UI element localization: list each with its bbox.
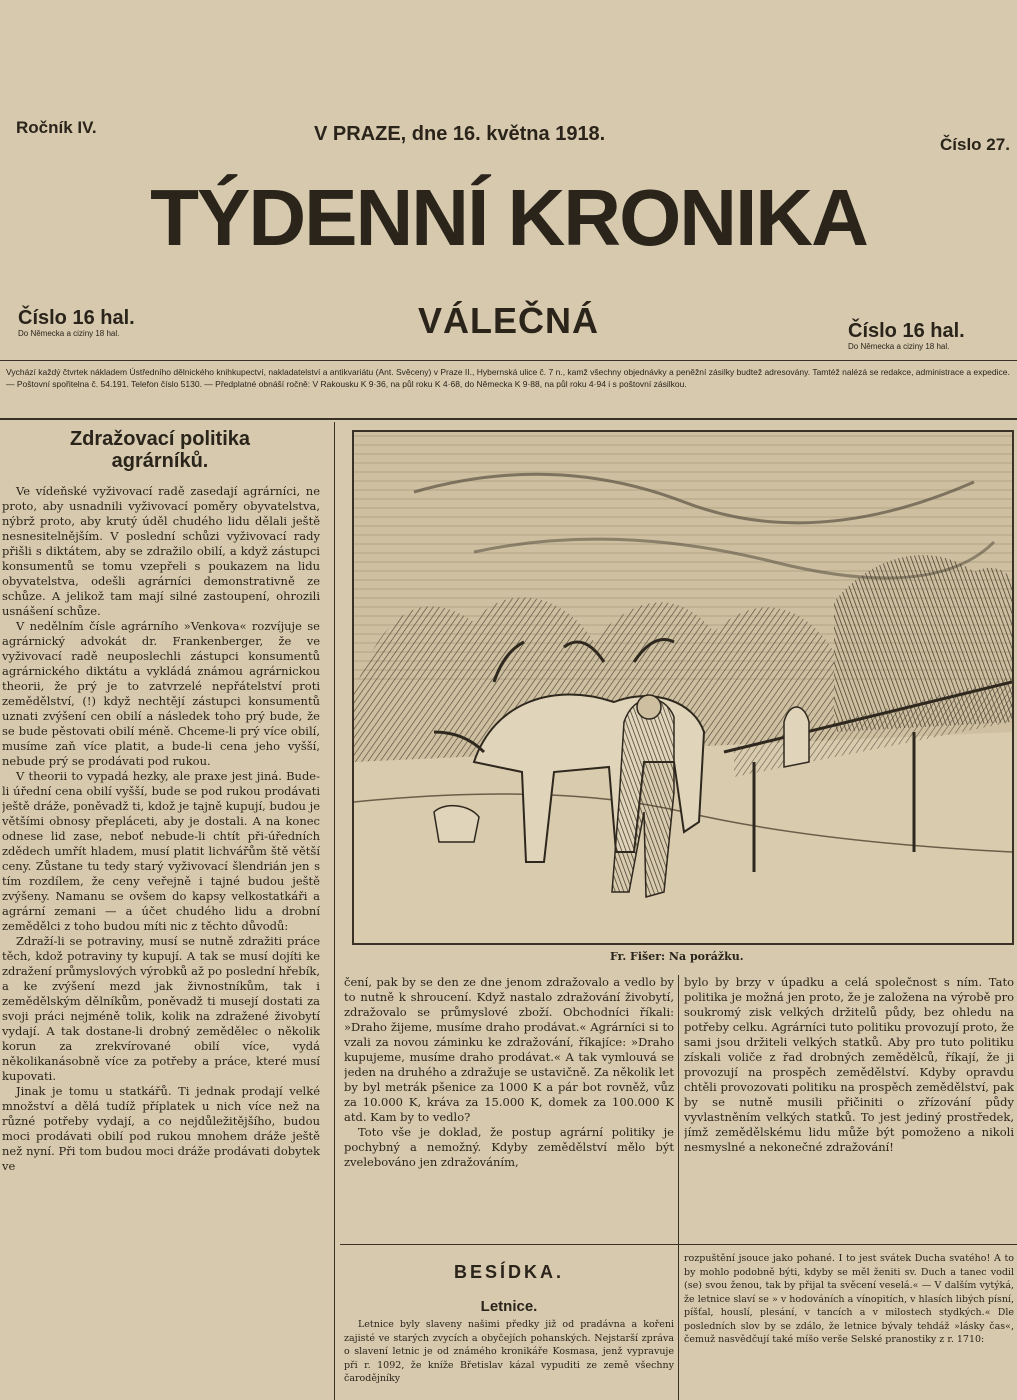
- article-paragraph: Zdraží-li se potraviny, musí se nutně zdražiti práce těch, kdož potraviny ty kupují. A tak se musí dojíti ke zdražení průmyslových výrobků až po poslední hřebík, a ke zvýšení mezd jak živnostníkům, tak i zemědělským dělníkům, poněvadž ti musejí dostati za svoji práci nejméně tolik, kolik na zdražené živobytí vydají. A tak dostane-li drobný zemědělec o několik korun za zrekvírované obilí více, vydá několikanásobně více za potřeby a práce, které musí kupovati.: [2, 934, 320, 1083]
- column-divider-1: [334, 422, 335, 1400]
- volume-label: Ročník IV.: [16, 118, 97, 137]
- besidka-text: [344, 1318, 674, 1400]
- dog: [434, 806, 479, 842]
- masthead-title: TÝDENNÍ KRONIKA: [150, 173, 867, 262]
- seated-figure: [784, 707, 809, 767]
- article-paragraph: V nedělním čísle agrárního »Venkova« rozvíjuje se agrárnický advokát dr. Frankenberger, že ve vyživovací radě neuposlechli zástupci konsumentů agrárnického diktátu a vykládá známou agrárnickou theorii, že prý je to zatvrzelé nepřátelství proti zemědělství, (!) když nechtějí zástupci konsumentů uznati zvýšení cen obilí a následek toho prý bude, že se bude pěstovati obilí méně. Chceme-li prý více obilí, musíme zaň více platit, a bude-li cena jeho vyšší, nebude prý se prodávati pod rukou.: [2, 619, 320, 768]
- price-left-note: Do Německa a ciziny 18 hal.: [18, 329, 120, 338]
- article-column-3: [684, 975, 1014, 1245]
- issue-number: Číslo 27.: [940, 135, 1010, 154]
- article-paragraph: Jinak je tomu u statkářů. Ti jednak prodají velké množství a dělá tudíž příplatek u nich více než na různé potřeby vydají, a co nejdůležitějšího, budou moci prodávati obilí pod rukou mnohem dráže ještě než nyní. Při tom budou moci dráže prodávati dobytek ve: [2, 1084, 320, 1173]
- header-rule: [0, 360, 1017, 361]
- illustration-caption: Fr. Fišer: Na porážku.: [610, 950, 744, 963]
- article-paragraph: Ve vídeňské vyživovací radě zasedají agrárníci, ne proto, aby usnadnili vyživovací poměry obyvatelstva, nýbrž proto, aby krutý úděl chudého lidu dělali ještě nesnesitelnějším. V poslední schůzi vyživovací rady přišli s diktátem, aby se zdražilo obilí, a když zástupci konsumentů se tomu vzepřeli s poukazem na lidu obyvatelstva, odešli agrárníci demonstrativně ze schůze. A jelikož tam mají silné zastoupení, ohrozili usnášení schůze.: [2, 484, 320, 618]
- besidka-paragraph: rozpuštění jsouce jako pohané. I to jest svátek Ducha svatého! A to by mohlo podobně býti, kdyby se měl ženiti sv. Duch a tanec vodil (se) svou ženou, tak by přijal ta svěcení veselá.« — V dalším vytýká, že letnice slaví se » v hodováních a vínopitích, v hlasích libých písní, píšťal, houslí, plesání, v tancích a v milostech stydkých.« Dle posledních slov by se zdálo, že letnice bývaly tehdáž »lásky čas«, čemuž nasvědčují také míšo verše Selské pranostiky z r. 1710:: [684, 1253, 1014, 1345]
- price-right-note: Do Německa a ciziny 18 hal.: [848, 342, 950, 351]
- illustration-frame: [352, 430, 1014, 945]
- price-left: [18, 307, 135, 338]
- drover-head: [637, 695, 661, 719]
- price-right: [848, 320, 965, 351]
- header-rule-bottom: [0, 418, 1017, 420]
- article-paragraph: Toto vše je doklad, že postup agrární politiky je pochybný a nemožný. Kdyby zemědělství mělo být zvelebováno jen zdražováním,: [344, 1125, 674, 1169]
- masthead-subtitle: VÁLEČNÁ: [417, 300, 599, 341]
- article-paragraph: čení, pak by se den ze dne jenom zdražovalo a vedlo by to nutně k shroucení. Když nastalo zdražování živobytí, zdražovalo se průmyslové zboží. Obchodníci říkali: »Draho žijeme, musíme draho prodávat.« Agrárníci si to vzali za novou záminku ke zdražování, říkajíce: »Draho kupujeme, musíme draho prodávat.« A tak vymlouvá se jeden na druhého a zdražuje se ustavičně. Za několik let by byl metrák pšenice za 1000 K a pár bot rovněž, vůz za 10.000 K, kráva za 15.000 K, domek za 100.000 K atd. Kam by to vedlo?: [344, 975, 674, 1124]
- besidka-subtitle: Letnice.: [480, 1298, 538, 1315]
- section-rule: [340, 1244, 1017, 1245]
- article-paragraph: bylo by brzy v úpadku a celá společnost s ním. Tato politika je možná jen proto, že je založena na výrobě pro soukromý zisk velkých držitelů půdy, bez ohledu na potřeby celku. Agrárníci tuto politiku provozují proto, že sami jsou držiteli velkých statků. Aby pro tuto politiku získali voliče z řad drobných zemědělců, říkají, že ji provozují na prospěch zemědělství. Kdyby opravdu chtěli provozovati politiku na prospěch zemědělství, pak by se nutně musili přičiniti o zřízování půdy vyvlastněním velkých statků. To jest jediný prostředek, jímž zemědělskému lidu může být pomoženo a nikoli nesmyslné a nekonečné zdražování!: [684, 975, 1014, 1154]
- publisher-info: Vychází každý čtvrtek nákladem Ústředního dělnického knihkupectví, nakladatelství a antikvariátu (Ant. Svěceny) v Praze II., Hybernská ulice č. 7 n., kamž všechny objednávky a peněžní zásilky budtež adresovány. Tamtéž nalézá se redakce, administrace a expedice. — Poštovní spořitelna č. 54.191. Telefon číslo 5130. — Předplatné obnáší ročně: V Rakousku K 9·36, na půl roku K 4·68, do Německa K 9·88, na půl roku 4·94 i s poštovní zásilkou.: [6, 367, 1010, 389]
- article-title: Zdražovací politika agrárníků.: [69, 428, 251, 472]
- illustration-engraving: [354, 432, 1012, 943]
- article-column-2: [344, 975, 674, 1220]
- price-right-label: Číslo 16 hal.: [848, 320, 965, 342]
- besidka-paragraph: Letnice byly slaveny našimi předky již od pradávna a kořeni zajisté ve starých zvycích a obyčejích pohanských. Nejstarší zpráva o slavení letnic je od známého kronikáře Kosmasa, jenž vypravuje při r. 1092, že kníže Břetislav kázal vypuditi ze země všechny čarodějníky: [344, 1319, 674, 1384]
- dateline: V PRAZE, dne 16. května 1918.: [314, 123, 606, 145]
- column-divider-2: [678, 975, 679, 1400]
- price-left-label: Číslo 16 hal.: [18, 307, 135, 329]
- besidka-text-right: [684, 1252, 1014, 1400]
- article-paragraph: V theorii to vypadá hezky, ale praxe jest jiná. Bude-li úřední cena obilí vyšší, bude se pod rukou prodávati ještě dráže, poněvadž ti, kdož je tajně kupují, budou je většími obnosy přepláceti, aby je dostali. A na konec odnese lid zase, neboť nebude-li chtít při-úředních zdědech umřít hladem, musí platit lichvářům ště větší ceny. Zůstane tu tedy starý vyživovací šlendrián jen s tím rozdílem, že ceny veřejně i tajné budou ještě zvýšeny. Namanu se ovšem do kapsy velkostatkáři a agrární zemani — a účet chudého lidu a drobní zemědělci z toho budou míti nic z těchto důvodů:: [2, 769, 320, 933]
- article-column-1: [2, 484, 320, 1400]
- besidka-title: BESÍDKA.: [453, 1262, 564, 1282]
